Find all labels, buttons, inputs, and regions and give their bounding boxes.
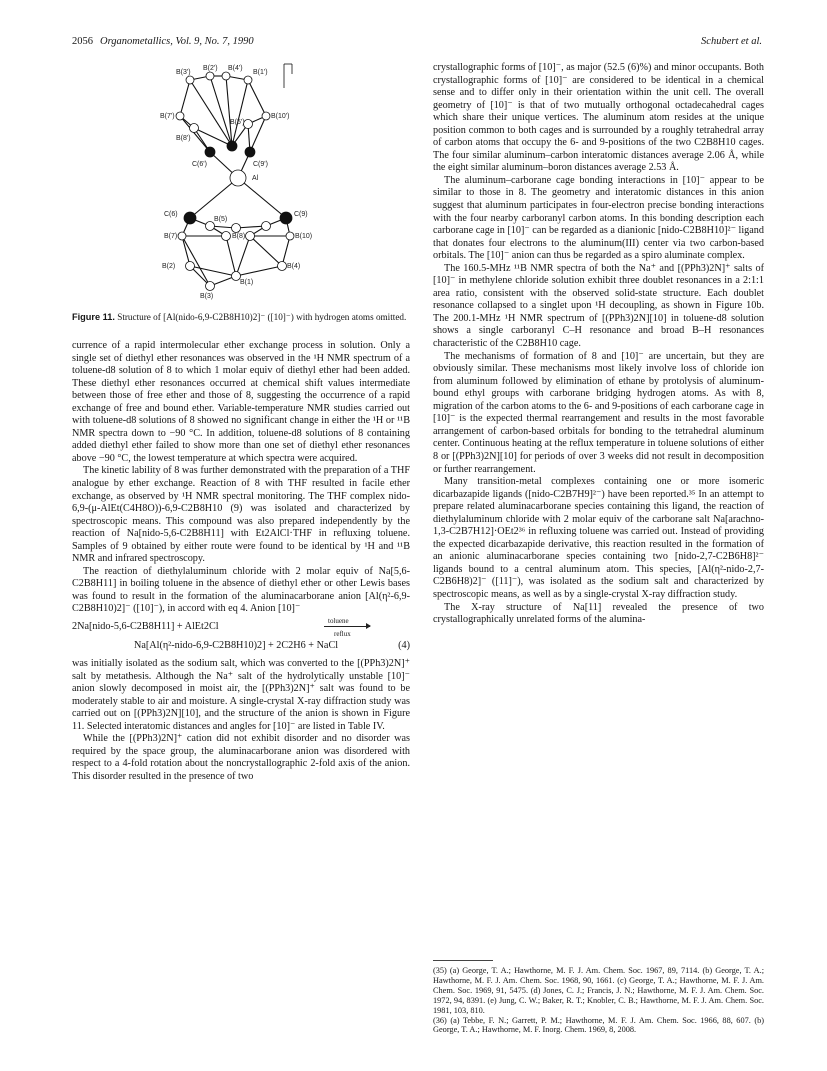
footnote-rule — [433, 960, 493, 961]
label-b8: B(8) — [232, 233, 246, 240]
right-paragraph-1: crystallographic forms of [10]⁻, as major (52.5 (6)%) and minor occupants. Both crystallographic forms of [10]⁻ are considered to be identical in a chemical sense and to differ only in their orientation within the unit cell. The overall geometry of [10]⁻ is that of two mutually orthogonal octadecahedral cages which share their unique vertices. The aluminum atom resides at the unique position common to both cages and is surrounded by a roughly tetrahedral array of carbon atoms that occupy the 6- and 9-positions of the two C2B8H10 cages. The four similar aluminum–carbon interatomic distances average 2.06 Å, while the eight similar aluminum–boron distances average 2.53 Å. — [433, 62, 764, 174]
label-b3: B(3) — [200, 293, 214, 300]
label-b8-prime: B(8') — [176, 135, 191, 142]
footnotes — [433, 960, 764, 1035]
label-b1-prime: B(1') — [253, 69, 268, 76]
left-paragraph-5: While the [(PPh3)2N]⁺ cation did not exhibit disorder and no disorder was required by the space group, the aluminacarborane anion was disordered with respect to a 4-fold rotation about the noncrystallographic 2-fold axis of the anion. This disorder resulted in the presence of two — [72, 733, 410, 782]
label-b10: B(10) — [295, 233, 313, 240]
reaction-arrow — [324, 626, 370, 627]
journal-citation: Organometallics, Vol. 9, No. 7, 1990 — [100, 36, 254, 47]
right-paragraph-6: The X-ray structure of Na[11] revealed the presence of two crystallographically unrelated forms of the alumina- — [433, 601, 764, 626]
footnote-35: (35) (a) George, T. A.; Hawthorne, M. F. J. Am. Chem. Soc. 1967, 89, 7114. (b) George, T. A.; Hawthorne, M. F. J. Am. Chem. Soc. 1968, 90, 1661. (c) George, T. A.; Hawthorne, M. F. J. Am. Chem. Soc. 1969, 91, 5475. (d) Jones, C. J.; Francis, J. N.; Hawthorne, M. F. J. Am. Chem. Soc. 1972, 94, 8391. (e) Jung, C. W.; Baker, R. T.; Knobler, C. B.; Hawthorne, M. F. J. Am. Chem. Soc. 1981, 103, 810. — [433, 966, 764, 1015]
label-b3-prime: B(3') — [176, 69, 191, 76]
label-b4-prime: B(4') — [228, 65, 243, 72]
caption-label: Figure 11. — [72, 312, 115, 322]
molecular-structure-drawing — [140, 58, 340, 308]
left-paragraph-1: currence of a rapid intermolecular ether exchange process in solution. Only a single set of diethyl ether resonances was observed in the ¹H NMR spectrum of a toluene-d8 solution of 8 to which 1 molar equiv of diethyl ether had been added. These diethyl ether resonances occurred at chemical shift values intermediate between those of free ether and those of 8, suggesting the occurrence of a rapid exchange of free and bound ether. Variable-temperature NMR studies carried out with toluene-d8 solutions of 8 showed no significant change in either the ¹H or ¹¹B NMR spectra down to −90 °C. In addition, toluene-d8 solutions of 8 containing added diethyl ether failed to show more than one set of diethyl ether resonances above −90 °C, the lowest temperature at which spectra were acquired. — [72, 340, 410, 464]
figure-caption — [72, 312, 410, 324]
figure-11-structure — [140, 58, 340, 308]
label-c6-prime: C(6') — [192, 161, 207, 168]
label-b7-prime: B(7') — [160, 113, 175, 120]
caption-text: Structure of [Al(nido-6,9-C2B8H10)2]⁻ ([10]⁻) with hydrogen atoms omitted. — [117, 312, 407, 322]
label-b2-prime: B(2') — [203, 65, 218, 72]
left-paragraph-3: The reaction of diethylaluminum chloride with 2 molar equiv of Na[5,6-C2B8H11] in boiling toluene in the absence of diethyl ether or other Lewis bases was found to result in the formation of the aluminacarborane anion [Al(η²-6,9-C2B8H10)2]⁻ ([10]⁻), in accord with eq 4. Anion [10]⁻ — [72, 565, 410, 615]
equation-number: (4) — [398, 640, 410, 652]
equation-4 — [72, 619, 410, 655]
equation-line-2: Na[Al(η²-nido-6,9-C2B8H10)2] + 2C2H6 + NaCl — [134, 640, 339, 652]
running-authors: Schubert et al. — [701, 36, 762, 47]
right-paragraph-4: The mechanisms of formation of 8 and [10]⁻ are uncertain, but they are obviously similar. These mechanisms most likely involve loss of chloride ion from aluminum followed by elimination of ethane by protolysis of aluminum-bound ethyl groups with carborane bridging hydrogen atoms. As with 8, migration of the carbon atoms to the 6- and 9-positions of each carborane cage in [10]⁻ is the expected thermal rearrangement and results in the most favorable arrangement of carbon-based orbitals for bonding to the tetrahedral aluminum center. Continuous heating at the reflux temperature in toluene solutions of either 8 or [(PPh3)2N][10] for periods of over 3 weeks did not result in decomposition or further rearrangement. — [433, 350, 764, 475]
label-b1: B(1) — [240, 279, 254, 286]
label-c6: C(6) — [164, 211, 178, 218]
label-b5-prime: B(5') — [230, 119, 245, 126]
label-b7: B(7) — [164, 233, 178, 240]
footnote-36: (36) (a) Tebbe, F. N.; Garrett, P. M.; Hawthorne, M. F. J. Am. Chem. Soc. 1966, 88, 607. (b) George, T. A.; Hawthorne, M. F. Inorg. Chem. 1969, 8, 2008. — [433, 1015, 764, 1035]
left-column — [72, 340, 410, 784]
label-al: Al — [252, 175, 259, 182]
page-number: 2056 — [72, 36, 93, 47]
equation-solvent: toluene — [328, 617, 349, 626]
right-paragraph-2: The aluminum–carborane cage bonding interactions in [10]⁻ appear to be similar to those in 8. The geometry and interatomic distances in this anion suggest that aluminum participates in four-electron precise bonding interactions with the four nearby carboranyl carbon atoms. In this bonding description each carborane cage in [10]⁻ can be regarded as a dianionic [nido-C2B8H10]²⁻ ligand that donates four electrons to the aluminum(III) center via two carbon-based orbitals. The [10]⁻ anion can thus be regarded as a spiro aluminate complex. — [433, 174, 764, 262]
axis-bracket — [284, 64, 292, 88]
label-b5: B(5) — [214, 216, 228, 223]
right-paragraph-5: Many transition-metal complexes containing one or more isomeric dicarbazapide ligands ([nido-C2B7H9]²⁻) have been reported.³⁵ In an attempt to prepare related aluminacarborane species containing this ligand, the reaction of diethylaluminum chloride with 2 molar equiv of the carborane salt Na[arachno-1,3-C2B7H12]·OEt2³⁶ in refluxing toluene was carried out. Instead of providing the expected dicarbazapide derivative, this reaction resulted in the formation of an anionic aluminacarborane species containing two [nido-2,7-C2B6H8]²⁻ ligands bound to a central aluminum atom. This species, [Al(η²-nido-2,7-C2B6H8)2]⁻ ([11]⁻), was isolated as the sodium salt and characterized by spectroscopic means, as well as by a single-crystal X-ray diffraction study. — [433, 476, 764, 600]
label-b10-prime: B(10') — [271, 113, 290, 120]
label-b4: B(4) — [287, 263, 301, 270]
right-paragraph-3: The 160.5-MHz ¹¹B NMR spectra of both the Na⁺ and [(PPh3)2N]⁺ salts of [10]⁻ in methylene chloride solution exhibit three doublet resonances in a 2:1:1 area ratio, consistent with the observed solid-state structure. Each doublet resonance collapsed to a singlet upon ¹H decoupling, as shown in Figure 10b. The 200.1-MHz ¹H NMR spectrum of [(PPh3)2N][10] in toluene-d8 solution shows a single carboranyl C–H resonance and broad B–H resonances characteristic of the C2B8H10 cage. — [433, 262, 764, 350]
label-b2: B(2) — [162, 263, 176, 270]
equation-line-1: 2Na[nido-5,6-C2B8H11] + AlEt2Cl — [72, 621, 219, 633]
equation-condition: reflux — [334, 630, 351, 639]
right-column — [433, 62, 764, 627]
left-paragraph-4: was initially isolated as the sodium salt, which was converted to the [(PPh3)2N]⁺ salt by metathesis. Although the Na⁺ salt of the hydrolytically unstable [10]⁻ anion slowly decomposed in moist air, the [(PPh3)2N]⁺ salt was found to be moderately stable to air and moisture. A single-crystal X-ray diffraction study was carried out on [(PPh3)2N][10], and the structure of the anion is shown in Figure 11. Selected interatomic distances and angles for [10]⁻ are listed in Table IV. — [72, 658, 410, 732]
label-c9-prime: C(9') — [253, 161, 268, 168]
label-c9: C(9) — [294, 211, 308, 218]
left-paragraph-2: The kinetic lability of 8 was further demonstrated with the preparation of a THF analogue by ether exchange. Reaction of 8 with THF resulted in facile ether exchange, as observed by ¹H NMR spectral monitoring. The THF complex nido-6,9-(μ-AlEt(C4H8O))-6,9-C2B8H10 (9) was isolated and characterized by spectroscopic means. This compound was also prepared independently by the reaction of Na[nido-5,6-C2B8H11] with Et2AlCl·THF in refluxing toluene. Samples of 9 obtained by either route were found to be identical by ¹H and ¹¹B NMR and infrared spectroscopy. — [72, 465, 410, 565]
running-header — [72, 36, 762, 52]
